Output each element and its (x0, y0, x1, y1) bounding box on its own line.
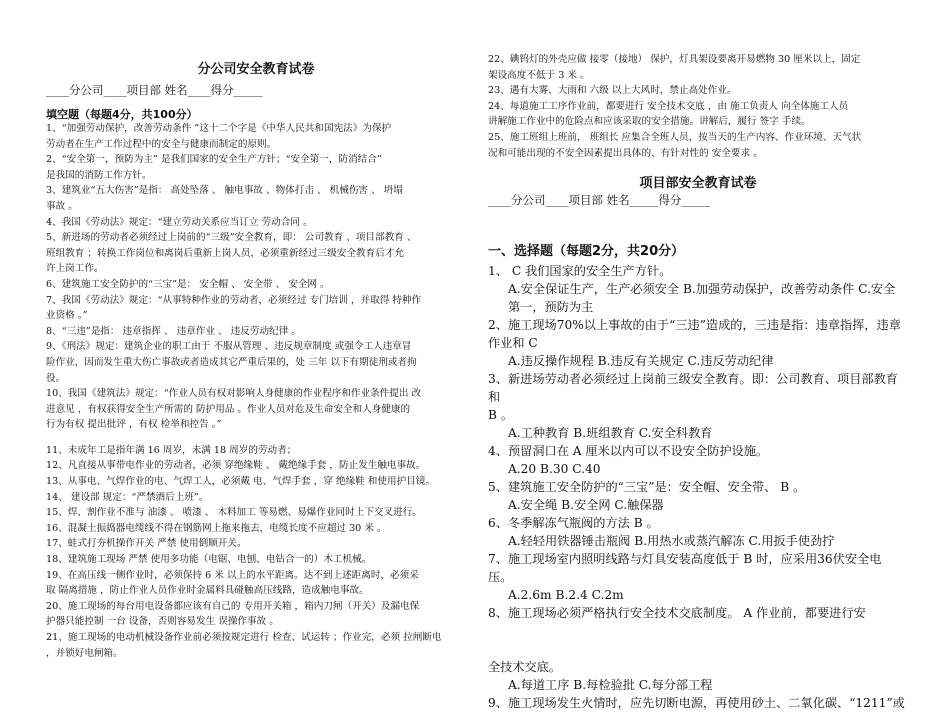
question-line: 13、从事电、气焊作业的电、气焊工人，必须戴 电、气焊手套 ，穿 绝缘鞋 和使用护目镜。 (46, 476, 435, 488)
question-line: 取 隔离措施 ，防止作业人员作业时金属料具碰触高压线路，造成触电事故。 (46, 585, 369, 597)
question-line: 14、 建设部 规定：“严禁酒后上班”。 (46, 491, 209, 503)
question-line: 进意见 ，有权获得安全生产所需的 防护用品 。作业人员对危及生命安全和人身健康的 (46, 403, 411, 415)
question-line: 4、我国《劳动法》规定：“建立劳动关系应当订立 劳动合同 。 (46, 216, 313, 228)
question-stem: 压。 (488, 570, 513, 584)
question-12 (46, 458, 466, 474)
question-stem: 9、施工现场发生火情时，应先切断电源，再使用砂土、二氧化碳、“1211”或 (488, 696, 905, 710)
blank-spacer (488, 622, 908, 658)
question-options: A.安全保证生产，生产必须安全 B.加强劳动保护，改善劳动条件 C.安全 (508, 282, 896, 296)
question-line: ，并锁好电闸箱。 (46, 647, 123, 659)
choice-2 (488, 316, 908, 370)
question-line: 16、混凝土振捣器电缆线不得在钢筋网上拖来拖去，电缆长度不应超过 30 米 。 (46, 522, 387, 534)
question-stem: 7、施工现场室内照明线路与灯具安装高度低于 B 时，应采用36伏安全电 (488, 552, 882, 566)
question-line: 劳动者在生产工作过程中的安全与健康而制定的原则。 (46, 138, 277, 150)
section-heading-choice: 一、选择题（每题2分，共20分） (488, 244, 685, 259)
question-7 (46, 293, 466, 324)
question-24 (488, 99, 908, 130)
question-1 (46, 121, 466, 152)
question-line: 25、施工班组上班前， 班组长 应集合全班人员，按当天的生产内容、作业环境、天气状 (488, 131, 862, 143)
question-line: 讲解施工作业中的危险点和应该采取的安全措施。讲解后，履行 签字 手续。 (488, 116, 811, 128)
question-stem: 3、新进场劳动者必须经过上岗前三级安全教育。即：公司教育、项目部教育和 (488, 372, 898, 404)
page-title-branch: 分公司安全教育试卷 (197, 62, 315, 77)
question-line: 7、我国《劳动法》规定：“从事特种作业的劳动者，必须经过 专门培训 ，并取得 特种作 (46, 294, 422, 306)
question-line: 6、建筑施工安全防护的“三宝”是： 安全帽 、 安全带 、 安全网 。 (46, 278, 330, 290)
question-20 (46, 599, 466, 630)
question-line: 18、建筑施工现场 严禁 使用多功能（电锯、电刨、电钻合一的）木工机械。 (46, 554, 372, 566)
question-line: 1、“加强劳动保护，改善劳动条件 ”这十二个字是《中华人民共和国宪法》为保护 (46, 123, 392, 134)
question-9 (46, 339, 466, 386)
question-stem: 作业和 C (488, 336, 538, 350)
question-stem: 8、施工现场必须严格执行安全技术交底制度。 A 作业前，都要进行安 (488, 606, 866, 620)
question-options: 第一，预防为主 (508, 300, 594, 314)
question-15 (46, 505, 466, 521)
question-line: 11、未成年工是指年满 16 周岁，未满 18 周岁的劳动者； (46, 444, 297, 456)
question-line: 21、施工现场的电动机械设备作业前必须按规定进行 检查、试运转 ；作业完，必须 拉闸断电 (46, 632, 442, 643)
question-list (46, 121, 466, 661)
question-16 (46, 521, 466, 537)
fill-in-continuation (488, 52, 908, 161)
question-line: 23、遇有大雾、大雨和 六级 以上大风时，禁止高处作业。 (488, 85, 737, 97)
question-line: 班组教育 ；转换工作岗位和离岗后重新上岗人员，必须重新经过三级安全教育后才允 (46, 247, 405, 259)
question-options: A.2.6m B.2.4 C.2m (508, 588, 624, 602)
question-stem: 全技术交底。 (488, 660, 562, 674)
question-21 (46, 630, 466, 661)
choice-1 (488, 262, 908, 316)
choice-3 (488, 370, 908, 442)
choice-9 (488, 694, 908, 712)
question-line: 9、《刑法》规定：建筑企业的职工由于 不服从管理 、违反规章制度 或强令工人违章冒 (46, 341, 412, 353)
question-options: A.工种教育 B.班组教育 C.安全科教育 (508, 426, 713, 440)
question-19 (46, 568, 466, 599)
question-17 (46, 536, 466, 552)
question-18 (46, 552, 466, 568)
question-line: 5、新进场的劳动者必须经过上岗前的“三级”安全教育，即： 公司教育 、项目部教育 、 (46, 232, 417, 244)
choice-question-list (488, 262, 908, 712)
page-title-project: 项目部安全教育试卷 (639, 176, 757, 191)
question-line: 22、碘钨灯的外壳应做 接零（接地） 保护，灯具架设要离开易燃物 30 厘米以上，固定 (488, 54, 861, 65)
section-heading-fill-in: 填空题（每题4分，共100分） (46, 108, 198, 121)
question-25 (488, 130, 908, 161)
choice-6 (488, 514, 908, 550)
question-line: 架设高度不低于 3 米 。 (488, 69, 590, 81)
choice-4 (488, 442, 908, 478)
question-line: 19、在高压线一侧作业时，必须保持 6 米 以上的水平距离。达不到上述距离时，必须采 (46, 569, 419, 581)
question-2 (46, 152, 466, 183)
question-stem: 6、冬季解冻气瓶阀的方法 B 。 (488, 516, 659, 530)
question-line: 业资格 。” (46, 310, 88, 322)
question-22 (488, 52, 908, 83)
question-8 (46, 324, 466, 340)
question-4 (46, 215, 466, 231)
question-options: A.每道工序 B.每检验批 C.每分部工程 (508, 678, 713, 692)
exam-info-line: ____分公司____项目部 姓名_____得分_____ (488, 193, 711, 207)
choice-5 (488, 478, 908, 514)
question-line: 险作业，因而发生重大伤亡事故或者造成其它严重后果的，处 三年 以下有期徒刑或者拘 (46, 356, 417, 368)
exam-info-line: ____分公司____项目部 姓名____得分_____ (46, 83, 263, 97)
question-options: A.20 B.30 C.40 (508, 462, 601, 476)
question-line: 24、每道施工工序作业前，都要进行 安全技术交底 ，由 施工负责人 向全体施工人员 (488, 100, 849, 112)
question-3 (46, 183, 466, 214)
question-10 (46, 386, 466, 433)
question-line: 行为有权 提出批评 ，有权 检举和控告 。” (46, 419, 222, 431)
question-line: 12、凡直接从事带电作业的劳动者，必须 穿绝缘鞋 、 戴绝缘手套 ，防止发生触电事故。 (46, 460, 426, 472)
question-11 (46, 443, 466, 459)
question-line: 17、蛙式打夯机操作开关 严禁 使用倒顺开关。 (46, 538, 247, 550)
choice-8 (488, 604, 908, 694)
question-stem: 5、建筑施工安全防护的“三宝”是：安全帽、安全带、 B 。 (488, 480, 806, 494)
question-23 (488, 83, 908, 99)
question-line: 是我国的消防工作方针。 (46, 169, 152, 181)
blank-spacer (46, 433, 466, 443)
question-5 (46, 230, 466, 277)
question-line: 3、建筑业“五大伤害”是指： 高处坠落 、 触电事故 、物体打击 、 机械伤害 、 坍塌 (46, 185, 403, 197)
question-line: 2、“安全第一，预防为主” 是我们国家的安全生产方针；“安全第一，防消结合” (46, 154, 382, 166)
question-stem: 4、预留洞口在 A 厘米以内可以不设安全防护设施。 (488, 444, 769, 458)
choice-7 (488, 550, 908, 604)
question-line: 役。 (46, 372, 66, 384)
question-line: 况和可能出现的不安全因素提出具体的、有针对性的 安全要求 。 (488, 147, 763, 159)
question-options: A.安全绳 B.安全网 C.触保器 (508, 498, 664, 512)
question-13 (46, 474, 466, 490)
question-line: 15、焊、割作业不准与 油漆 、 喷漆 、 木料加工 等易燃、易爆作业同时上下交叉进行。 (46, 507, 422, 519)
question-line: 护器只能控制 一台 设备，否则容易发生 误操作事故 。 (46, 616, 279, 628)
question-stem: 2、施工现场70%以上事故的由于“三违”造成的，三违是指：违章指挥，违章 (488, 318, 901, 332)
question-14 (46, 490, 466, 506)
question-line: 事故 。 (46, 200, 78, 212)
question-options: A.违反操作规程 B.违反有关规定 C.违反劳动纪律 (508, 354, 774, 368)
question-line: 10、我国《建筑法》规定：“作业人员有权对影响人身健康的作业程序和作业条件提出 改 (46, 388, 422, 400)
question-line: 许上岗工作。 (46, 263, 104, 275)
question-line: 8、“三违”是指： 违章指挥 、 违章作业 、 违反劳动纪律 。 (46, 325, 301, 337)
question-line: 20、施工现场的每台用电设备都应该有自己的 专用开关箱 ，箱内刀闸（开关）及漏电保 (46, 600, 420, 612)
question-stem: 1、 C 我们国家的安全生产方针。 (488, 264, 672, 278)
question-6 (46, 277, 466, 293)
question-options: A.轻轻用铁器锤击瓶阀 B.用热水或蒸汽解冻 C.用扳手使劲拧 (508, 534, 835, 548)
question-stem: B 。 (488, 408, 514, 422)
